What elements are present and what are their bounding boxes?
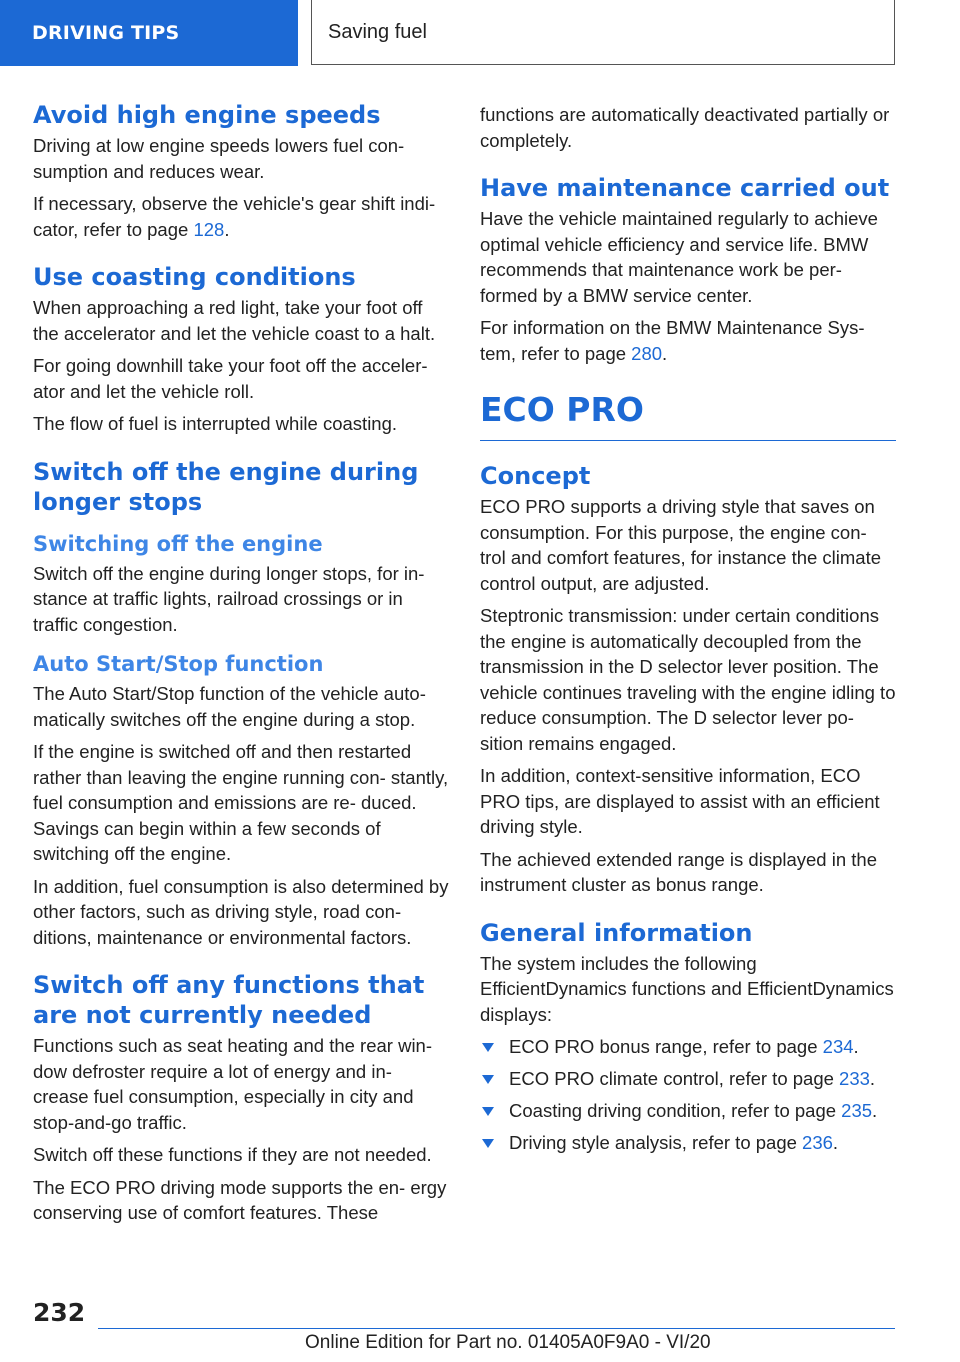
list-item: ECO PRO bonus range, refer to page 234.: [480, 1034, 896, 1060]
triangle-bullet-icon: [482, 1075, 494, 1084]
section-title: Saving fuel: [328, 20, 427, 43]
triangle-bullet-icon: [482, 1139, 494, 1148]
heading-switch-off-engine-longer-stops: Switch off the engine during longer stops: [33, 457, 419, 516]
paragraph: Switch off the engine during longer stops, for in- stance at traffic lights, railroad crossings or in traffic congestion.: [33, 562, 425, 635]
paragraph: In addition, fuel consumption is also determined by other factors, such as driving style, road con- ditions, maintenance or environmental factors.: [33, 875, 449, 948]
subheading-auto-start-stop: Auto Start/Stop function: [33, 652, 324, 676]
paragraph: For going downhill take your foot off the acceler- ator and let the vehicle roll.: [33, 355, 428, 402]
page-reference-link[interactable]: 233: [839, 1068, 870, 1089]
page-reference-link[interactable]: 236: [802, 1132, 833, 1153]
paragraph: Driving at low engine speeds lowers fuel con- sumption and reduces wear.: [33, 135, 405, 182]
paragraph: In addition, context-sensitive information, ECO PRO tips, are displayed to assist with an efficient driving style.: [480, 765, 880, 837]
paragraph: The flow of fuel is interrupted while coasting.: [33, 413, 398, 434]
edition-footer: Online Edition for Part no. 01405A0F9A0 - VI/20: [305, 1332, 711, 1353]
heading-concept: Concept: [480, 462, 591, 490]
list-item: Coasting driving condition, refer to page 235.: [480, 1098, 896, 1124]
paragraph: When approaching a red light, take your foot off the accelerator and let the vehicle coast to a halt.: [33, 297, 436, 344]
paragraph: The achieved extended range is displayed in the instrument cluster as bonus range.: [480, 848, 877, 895]
triangle-bullet-icon: [482, 1043, 494, 1052]
right-column: [480, 102, 896, 1162]
paragraph: If the engine is switched off and then restarted rather than leaving the engine running con- stantly, fuel consumption and emissions are re- duced. Savings can begin within a few seconds of switching off the engine.: [33, 741, 449, 864]
paragraph: The Auto Start/Stop function of the vehicle auto- matically switches off the engine during a stop.: [33, 683, 426, 730]
paragraph: ECO PRO supports a driving style that saves on consumption. For this purpose, the engine con- trol and comfort features, for instance the climate control output, are adjusted.: [480, 496, 882, 594]
paragraph: The system includes the following EfficientDynamics functions and EfficientDynamics displays:: [480, 952, 894, 1025]
heading-use-coasting-conditions: Use coasting conditions: [33, 263, 356, 291]
heading-avoid-high-engine-speeds: Avoid high engine speeds: [33, 101, 381, 129]
page-reference-link[interactable]: 280: [631, 342, 663, 364]
paragraph: The ECO PRO driving mode supports the en- ergy conserving use of comfort features. These: [33, 1176, 447, 1223]
paragraph: For information on the BMW Maintenance Sys- tem, refer to page 280.: [480, 317, 865, 364]
triangle-bullet-icon: [482, 1107, 494, 1116]
feature-list: [480, 1034, 896, 1156]
paragraph: functions are automatically deactivated partially or completely.: [480, 104, 890, 151]
left-column: [33, 100, 449, 1233]
page-reference-link[interactable]: 128: [193, 218, 225, 240]
page-number: 232: [33, 1298, 86, 1327]
footer-divider: [98, 1328, 895, 1329]
chapter-title: DRIVING TIPS: [32, 22, 180, 44]
paragraph: Switch off these functions if they are not needed.: [33, 1144, 432, 1165]
heading-switch-off-functions: Switch off any functions that are not currently needed: [33, 971, 425, 1029]
subheading-switching-off-engine: Switching off the engine: [33, 531, 323, 556]
heading-general-information: General information: [480, 918, 753, 947]
chapter-heading-eco-pro: ECO PRO: [480, 388, 896, 441]
paragraph: Steptronic transmission: under certain conditions the engine is automatically decoupled from the transmission in the D selector lever position. The vehicle continues traveling with the engine idling to reduce consumption. The D selector lever po- sition remains engaged.: [480, 605, 896, 754]
section-header: [311, 0, 895, 65]
paragraph: If necessary, observe the vehicle's gear shift indi- cator, refer to page 128.: [33, 193, 436, 240]
list-item: ECO PRO climate control, refer to page 233.: [480, 1066, 896, 1092]
paragraph: Functions such as seat heating and the rear win- dow defroster require a lot of energy and in- crease fuel consumption, especially in city and stop-and-go traffic.: [33, 1035, 433, 1133]
page-reference-link[interactable]: 234: [822, 1036, 854, 1057]
page-reference-link[interactable]: 235: [841, 1100, 873, 1121]
list-item: Driving style analysis, refer to page 236.: [480, 1130, 896, 1156]
paragraph: Have the vehicle maintained regularly to achieve optimal vehicle efficiency and service life. BMW recommends that maintenance work be per- formed by a BMW service center.: [480, 208, 878, 306]
heading-have-maintenance: Have maintenance carried out: [480, 174, 890, 202]
chapter-tab: [0, 0, 298, 66]
